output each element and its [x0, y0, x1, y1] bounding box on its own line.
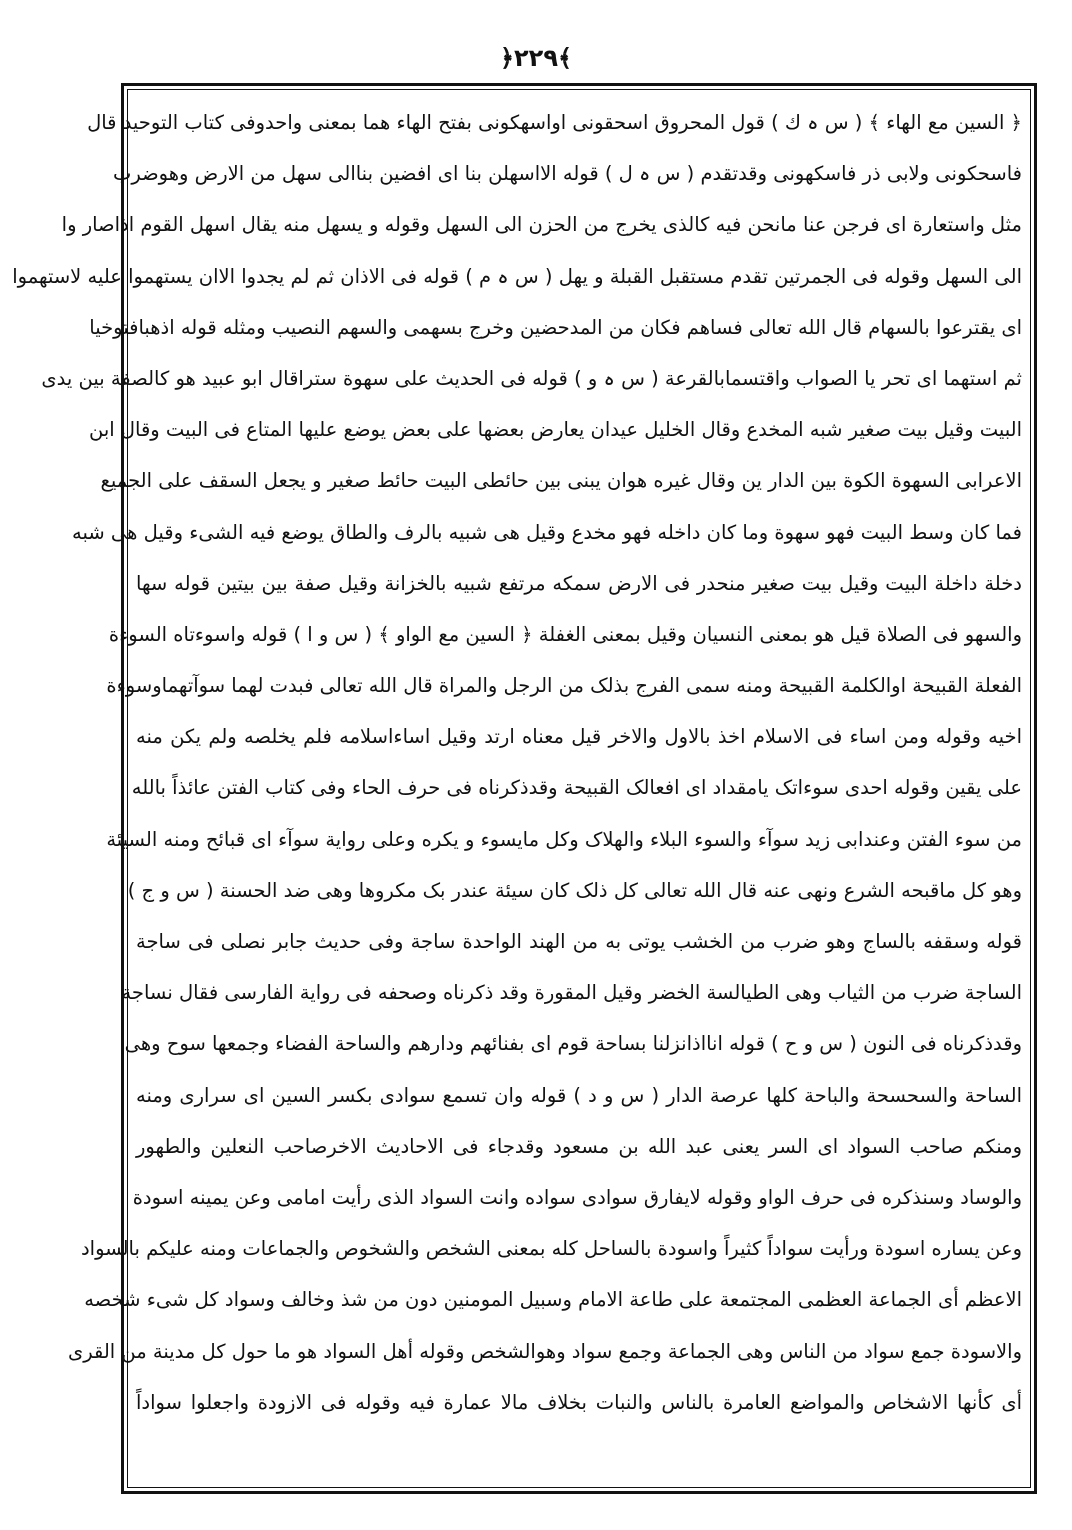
- text-line: ومنکم صاحب السواد ای السر یعنی عبد الله بن مسعود وقدجاء فی الاحادیث الاخرصاحب النعلین والطهور: [136, 1134, 1022, 1158]
- text-line: والسهو فی الصلاة قیل هو بمعنی النسیان وقیل بمعنی الغفلة ﴿ السین مع الواو ﴾ ( س و ا ) قوله واسوءتاه السوءة: [108, 622, 1022, 646]
- text-line: الساحة والسحسحة والباحة کلها عرصة الدار ( س و د ) قوله وان تسمع سوادی بکسر السین ای سراری ومنه: [136, 1083, 1022, 1107]
- text-line: فاسحکونی ولابی ذر فاسکهونی وقدتقدم ( س ہ ل ) قوله الااسهلن بنا ای افضین بناالی سهل من الارض وهوضرب: [112, 162, 1022, 186]
- text-line: علی یقین وقوله احدی سوءاتک یامقداد ای افعالک القبیحة وقدذکرناه فی حرف الحاء وفی کتاب الفتن عائذاً بالله: [131, 776, 1022, 800]
- text-line: ثم استهما ای تحر یا الصواب واقتسمابالقرعة ( س ہ و ) قوله فی الحدیث علی سهوة ستراقال ابو عبید هو کالصفة بین یدی: [41, 366, 1022, 390]
- text-line: ای یقترعوا بالسهام قال الله تعالی فساهم فکان من المدحضین وخرج بسهمی والسهم النصیب ومثله قوله اذهبافتوخیا: [89, 315, 1022, 339]
- text-line: من سوء الفتن وعندابی زید سوآء والسوء البلاء والهلاک وکل مایسوء و یکره وعلی روایة سوآء ای قبائح ومنه السیئة: [106, 827, 1022, 851]
- text-line: الی السهل وقوله فی الجمرتین تقدم مستقبل القبلة و یهل ( س ہ م ) قوله فی الاذان ثم لم یجدوا الاان یستهموا علیه لاستهموا: [12, 264, 1022, 288]
- text-line: أی کأنها الاشخاص والمواضع العامرة بالناس والنبات بخلاف مالا عمارة فیه وقوله فی الازودة واجعلوا سواداً: [136, 1390, 1022, 1414]
- text-line: البیت وقیل بیت صغیر شبه المخدع وقال الخلیل عیدان یعارض بعضها علی بعض یوضع علیها المتاع فی البیت وقال ابن: [88, 418, 1022, 442]
- text-line: الاعرابی السهوة الکوة بین الدار ین وقال غیره هوان یبنی بین حائطی البیت حائط صغیر و یجعل السقف علی الجمیع: [100, 469, 1022, 493]
- body-text: [12, 97, 1022, 1428]
- text-line: الساجة ضرب من الثیاب وهی الطیالسة الخضر وقیل المقورة وقد ذکرناه وصحفه فی روایة الفارسی فقال نساجة: [121, 981, 1022, 1005]
- text-line: وهو کل ماقبحه الشرع ونهی عنه قال الله تعالی کل ذلک کان سیئة عندر بک مکروها وهی ضد الحسنة ( س و ج ): [127, 878, 1022, 902]
- text-line: والوساد وسنذکره فی حرف الواو وقوله لایفارق سوادی سواده وانت السواد الذی رأیت امامی وعن یمینه اسودة: [132, 1185, 1022, 1209]
- text-line: والاسودة جمع سواد من الناس وهی الجماعة وجمع سواد وهوالشخص وقوله أهل السواد هو ما حول کل مدینة من القری: [67, 1339, 1022, 1363]
- text-line: الاعظم أی الجماعة العظمی المجتمعة علی طاعة الامام وسبیل المومنین دون من شذ وخالف وسواد کل شیء شخصه: [84, 1288, 1022, 1312]
- text-line: فما کان وسط البیت فهو سهوة وما کان داخله فهو مخدع وقیل هی شبیه بالرف والطاق یوضع فیه الشیء وقیل هی شبه: [72, 520, 1022, 544]
- text-line: اخیه وقوله ومن اساء فی الاسلام اخذ بالاول والاخر قیل معناه ارتد وقیل اساءاسلامه فلم یخلصه ولم یکن منه: [136, 725, 1022, 749]
- text-line: وقدذکرناه فی النون ( س و ح ) قوله انااذانزلنا بساحة قوم ای بفنائهم ودارهم والساحة الفضاء وجمعها سوح وهی: [124, 1032, 1022, 1056]
- text-line: وعن یساره اسودة ورأیت سواداً کثیراً واسودة بالساحل کله بمعنی الشخص والشخوص والجماعات ومنه علیکم بالسواد: [81, 1237, 1022, 1261]
- text-line: ﴿ السين مع الهاء ﴾ ( س ہ ك ) قول المحروق اسحقونی اواسهکونی بفتح الهاء هما بمعنی واحدوفی کتاب التوحید قال: [87, 111, 1022, 134]
- page-number: ﴿٢٢٩﴾: [499, 44, 573, 72]
- text-line: قوله وسقفه بالساج وهو ضرب من الخشب یوتی به من الهند الواحدة ساجة وفی حدیث جابر نصلی فی ساجة: [136, 930, 1022, 953]
- text-line: دخلة داخلة البیت وقیل بیت صغیر منحدر فی الارض سمکه مرتفع شبیه بالخزانة وقیل صفة بین بیتین قوله سها: [136, 571, 1022, 595]
- text-line: مثل واستعارة ای فرجن عنا مانحن فیه کالذی یخرج من الحزن الی السهل وقوله و یسهل منه یقال اسهل القوم اذاصار وا: [61, 213, 1022, 237]
- text-line: الفعلة القبیحة اوالکلمة القبیحة ومنه سمی الفرج بذلک من الرجل والمراة قال الله تعالی فبدت لهما سوآتهماوسوءة: [106, 674, 1022, 698]
